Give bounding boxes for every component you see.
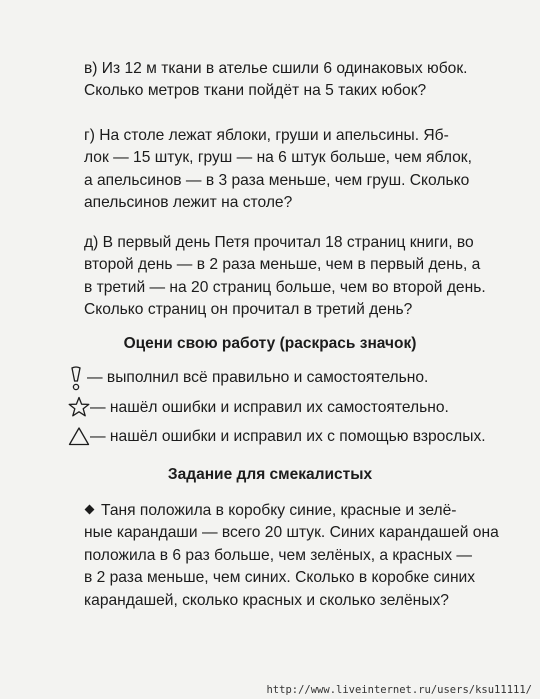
smart-task-title: Задание для смекалистых — [167, 466, 373, 483]
smart-task-line: карандашей, сколько красных и сколько зелёных? — [84, 591, 449, 609]
problem-v-line: Сколько метров ткани пойдёт на 5 таких юбок? — [84, 82, 427, 100]
problem-g-line: апельсинов лежит на столе? — [84, 194, 293, 212]
smart-task-line: положила в 6 раз больше, чем зелёных, а красных — — [84, 546, 472, 564]
smart-task-line: Таня положила в коробку синие, красные и зелё- — [101, 502, 457, 519]
smart-task-line: в 2 раза меньше, чем синих. Сколько в коробке синих — [84, 569, 476, 587]
exclamation-icon — [68, 366, 84, 397]
self-check-title: Оцени свою работу (раскрась значок) — [123, 335, 417, 352]
smart-task-first-line — [84, 500, 504, 522]
problem-g-line: а апельсинов — в 3 раза меньше, чем груш. Сколько — [84, 171, 470, 189]
star-icon — [68, 396, 90, 423]
problem-d — [84, 232, 504, 322]
footer-url: http://www.liveinternet.ru/users/ksu11111/ — [266, 684, 532, 696]
legend-text-fixed-self: — нашёл ошибки и исправил их самостоятельно. — [90, 399, 449, 416]
legend-text-correct: — выполнил всё правильно и самостоятельно. — [87, 369, 429, 386]
problem-d-line: в третий — на 20 страниц больше, чем во второй день. — [84, 278, 486, 296]
problem-g-line: г) На столе лежат яблоки, груши и апельсины. Яб- — [84, 127, 449, 144]
problem-g — [84, 125, 504, 215]
triangle-icon — [68, 425, 90, 452]
problem-d-line: д) В первый день Петя прочитал 18 страниц книги, во — [84, 234, 474, 251]
diamond-bullet-icon — [85, 505, 95, 515]
smart-task-line: ные карандаши — всего 20 штук. Синих карандашей она — [84, 524, 499, 542]
smart-task-text — [84, 500, 504, 612]
problem-g-line: лок — 15 штук, груш — на 6 штук больше, чем яблок, — [84, 149, 472, 167]
problem-d-line: второй день — в 2 раза меньше, чем в первый день, а — [84, 256, 481, 274]
problem-v-line: в) Из 12 м ткани в ателье сшили 6 одинаковых юбок. — [84, 60, 468, 77]
legend-text-fixed-help: — нашёл ошибки и исправил их с помощью взрослых. — [90, 428, 486, 445]
problem-v — [84, 58, 504, 103]
problem-d-line: Сколько страниц он прочитал в третий день? — [84, 301, 413, 319]
